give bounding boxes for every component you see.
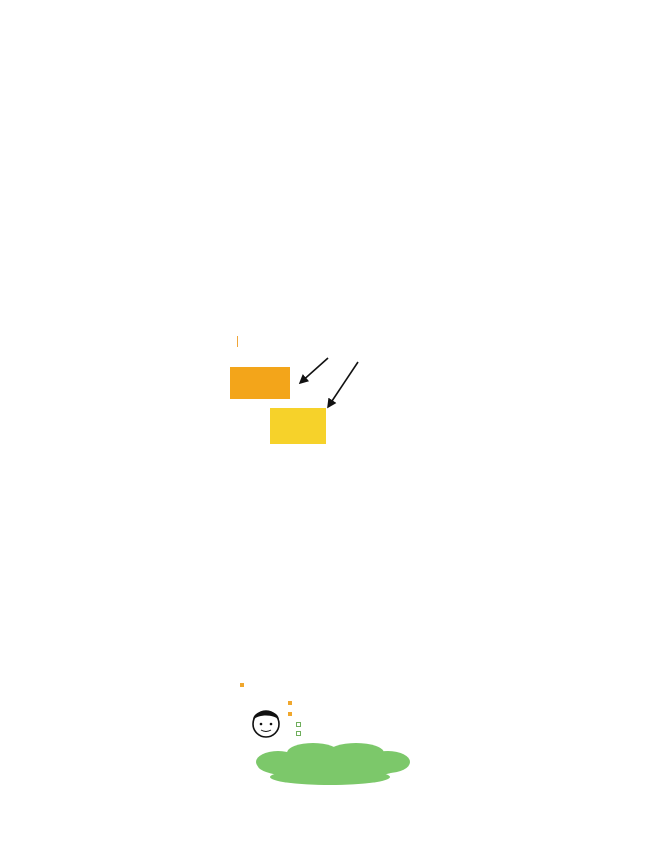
diagram-left-mark (237, 336, 238, 347)
item-limitations (288, 711, 296, 719)
arrow-to-box2 (328, 362, 358, 407)
cloud-shape (256, 743, 410, 785)
diagram-subject-problem (238, 680, 418, 786)
diagram-graphics (238, 680, 418, 786)
bullet-icon (240, 683, 244, 687)
diagram-school-context (230, 330, 430, 448)
sub-item-no-coordination (296, 730, 304, 738)
bullet-icon (288, 701, 292, 705)
arrow-to-box1 (300, 358, 328, 383)
bullet-icon (288, 712, 292, 716)
sub-item-no-preparation (296, 721, 304, 729)
box-subject-vs-context (230, 367, 290, 399)
box-school-evaluation (270, 408, 326, 444)
sub-bullet-icon (296, 731, 301, 736)
subject-heading (240, 682, 248, 690)
child-face-icon (253, 711, 279, 737)
item-most-frequent (288, 700, 296, 708)
sub-bullet-icon (296, 722, 301, 727)
